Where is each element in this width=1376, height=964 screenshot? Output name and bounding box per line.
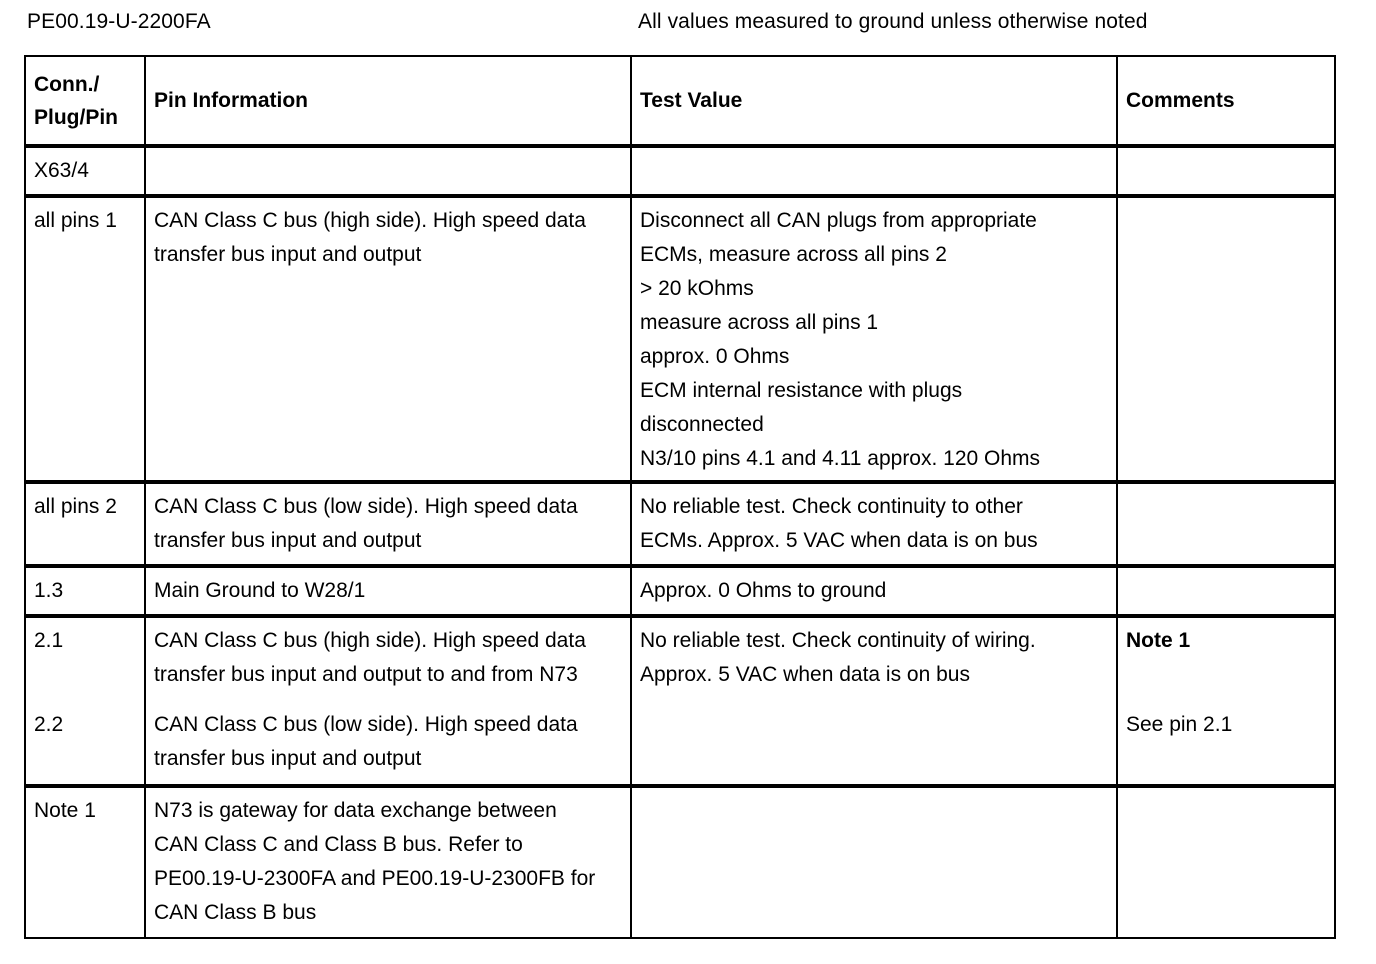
pin-cell — [25, 616, 145, 786]
table-row — [25, 616, 1335, 786]
test-value-cell: Approx. 0 Ohms to ground — [631, 566, 1117, 616]
pin-info-cell: Main Ground to W28/1 — [145, 566, 631, 616]
pin-info-line: transfer bus input and output — [154, 243, 422, 266]
pin-info-gap — [154, 692, 622, 708]
pin-info-cell — [145, 482, 631, 566]
pin-label: 2.1 — [34, 629, 64, 652]
column-header-conn-line1: Conn./ — [34, 72, 100, 96]
pin-info-cell — [145, 616, 631, 786]
test-value-cell — [631, 196, 1117, 482]
pin-info-cell — [145, 196, 631, 482]
comment-spacer — [1126, 658, 1326, 692]
test-value-line: Disconnect all CAN plugs from appropriate — [640, 209, 1037, 232]
test-value-cell — [631, 146, 1117, 196]
pin-info-line: transfer bus input and output — [154, 747, 422, 770]
pin-info-cell — [145, 146, 631, 196]
test-value-line: No reliable test. Check continuity of wiring. — [640, 629, 1036, 652]
comment-cell — [1117, 616, 1335, 786]
note-line: N73 is gateway for data exchange between — [154, 799, 557, 822]
table-row — [25, 566, 1335, 616]
test-value-line: Approx. 5 VAC when data is on bus — [640, 663, 970, 686]
column-header-test-value: Test Value — [631, 56, 1117, 146]
note-line: CAN Class C and Class B bus. Refer to — [154, 833, 523, 856]
pin-info-line: CAN Class C bus (high side). High speed data — [154, 629, 586, 652]
test-value-line: ECMs, measure across all pins 2 — [640, 243, 947, 266]
table-header-row — [25, 56, 1335, 146]
table-row — [25, 146, 1335, 196]
pin-cell: all pins 1 — [25, 196, 145, 482]
pin-info-line: CAN Class C bus (low side). High speed data — [154, 713, 578, 736]
pin-info-line: CAN Class C bus (low side). High speed data — [154, 495, 578, 518]
measurement-note: All values measured to ground unless otherwise noted — [638, 10, 1148, 33]
test-value-line: N3/10 pins 4.1 and 4.11 approx. 120 Ohms — [640, 447, 1041, 470]
pin-info-line: transfer bus input and output — [154, 529, 422, 552]
pin-cell: all pins 2 — [25, 482, 145, 566]
pin-info-line: CAN Class C bus (high side). High speed data — [154, 209, 586, 232]
test-value-cell — [631, 616, 1117, 786]
document-id: PE00.19-U-2200FA — [27, 10, 211, 33]
table-row — [25, 786, 1335, 938]
test-value-line: ECM internal resistance with plugs — [640, 379, 963, 402]
note-line: CAN Class B bus — [154, 901, 317, 924]
comment-cell — [1117, 146, 1335, 196]
test-value-line: measure across all pins 1 — [640, 311, 879, 334]
test-value-line: disconnected — [640, 413, 764, 436]
comment-see-pin: See pin 2.1 — [1126, 713, 1233, 736]
table-row — [25, 196, 1335, 482]
pin-spacer — [34, 658, 136, 692]
test-value-line: No reliable test. Check continuity to other — [640, 495, 1023, 518]
comment-cell — [1117, 786, 1335, 938]
note-label-cell: Note 1 — [25, 786, 145, 938]
comment-note-ref: Note 1 — [1126, 629, 1191, 652]
pin-test-table — [24, 55, 1336, 939]
pin-cell: 1.3 — [25, 566, 145, 616]
comment-cell — [1117, 196, 1335, 482]
note-text-cell — [145, 786, 631, 938]
pin-label: 2.2 — [34, 713, 64, 736]
column-header-comments: Comments — [1117, 56, 1335, 146]
test-value-line: ECMs. Approx. 5 VAC when data is on bus — [640, 529, 1038, 552]
note-line: PE00.19-U-2300FA and PE00.19-U-2300FB for — [154, 867, 596, 890]
comment-cell — [1117, 482, 1335, 566]
column-header-conn-line2: Plug/Pin — [34, 105, 118, 129]
column-header-conn — [25, 56, 145, 146]
comment-cell — [1117, 566, 1335, 616]
pin-info-line: transfer bus input and output to and from N73 — [154, 663, 578, 686]
table-row — [25, 482, 1335, 566]
test-value-line: approx. 0 Ohms — [640, 345, 790, 368]
test-value-line: > 20 kOhms — [640, 277, 754, 300]
column-header-pin-info: Pin Information — [145, 56, 631, 146]
test-value-cell — [631, 786, 1117, 938]
connector-cell: X63/4 — [25, 146, 145, 196]
pin-gap — [34, 692, 136, 708]
comment-gap — [1126, 692, 1326, 708]
test-value-cell — [631, 482, 1117, 566]
